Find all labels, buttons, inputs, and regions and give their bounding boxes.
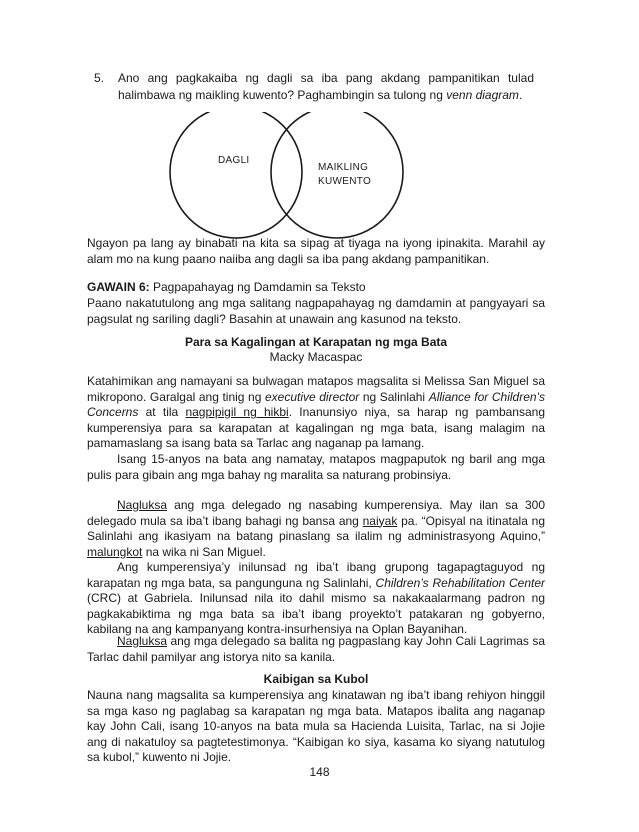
p3-underline-malungkot: malungkot (87, 544, 143, 559)
p1-text-e: at tila (138, 405, 186, 419)
p3-text-b: ang mga delegado ng nasabing kumperensiya. May ilan sa 300 delegado mula sa iba’t ibang bahagi ng bansa ang (87, 498, 545, 528)
question-text-italic: venn diagram (446, 88, 519, 102)
gawain-label: GAWAIN 6: (87, 280, 150, 294)
p1-text-c: ng Salinlahi (359, 389, 429, 404)
venn-circle-left (170, 112, 302, 238)
p5-text-b: ang mga delegado sa balita ng pagpaslang kay John Cali Lagrimas sa Tarlac dahil pamilyar ang istorya nito sa kanila. (87, 634, 545, 664)
p1-italic-executive-director: executive director (264, 389, 360, 404)
p1-underline-hikbi: nagpipigil ng hikbi (185, 405, 289, 419)
gawain-title: Pagpapahayag ng Damdamin sa Teksto (149, 280, 366, 294)
article-paragraph-3 (87, 498, 545, 560)
question-text-main: Ano ang pagkakaiba ng dagli sa iba pang akdang pampanitikan tulad halimbawa ng maikling kuwento? Paghambingin sa tulong ng (118, 71, 534, 102)
question-text-end: . (518, 88, 523, 102)
question-5 (94, 70, 534, 104)
venn-label-kuwento: KUWENTO (318, 176, 372, 187)
article-paragraph-1 (87, 374, 545, 452)
article-paragraph-5 (87, 634, 545, 665)
p4-text-c: (CRC) at Gabriela. Inilunsad nila ito dahil mismo sa nakakaalarmang padron ng pagkakabiktima ng mga bata sa iba’t ibang proyekto’t patakaran ng gobyerno, kabilang na ang kampanyang kontra-insurhensiya na Oplan Bayanihan. (87, 591, 545, 636)
gawain-heading (87, 280, 545, 296)
p3-text-d: pa. “Opisyal na itinatala ng Salinlahi ang ikasiyam na batang pinaslang sa ilalim ng administrasyong Aquino,” (87, 513, 545, 543)
article-author: Macky Macaspac (269, 350, 363, 364)
venn-circles (160, 112, 440, 242)
article-paragraph-4 (87, 560, 545, 638)
page-number: 148 (309, 765, 330, 779)
article-subheading: Kaibigan sa Kubol (263, 672, 369, 686)
article-title: Para sa Kagalingan at Karapatan ng mga Bata (184, 335, 448, 349)
venn-label-dagli: DAGLI (218, 155, 250, 166)
p4-text-a: Ang kumperensiya’y inilunsad ng iba’t ibang grupong tagapagtaguyod ng karapatan ng mga bata, sa pangunguna ng Salinlahi, (87, 560, 545, 590)
question-text (118, 70, 534, 104)
intro-paragraph: Ngayon pa lang ay binabati na kita sa sipag at tiyaga na iyong ipinakita. Marahil ay alam mo na kung paano naiiba ang dagli sa iba pang akdang pampanitikan. (87, 236, 545, 266)
p1-text-g: . Inanunsiyo niya, sa harap ng pambansang kumperensiya para sa karapatan at kagalingan ng mga bata, isang malagim na pamamaslang sa isang bata sa Tarlac ang naganap pa lamang. (87, 405, 545, 450)
venn-diagram (160, 112, 440, 242)
p1-italic-alliance: Alliance for Children’s Concerns (87, 389, 545, 419)
p3-text-f: na wika ni San Miguel. (142, 544, 266, 559)
p3-underline-naiyak: naiyak (362, 513, 398, 528)
question-number: 5. (94, 71, 105, 85)
p4-italic-crc: Children’s Rehabilitation Center (375, 575, 545, 590)
article-paragraph-6: Nauna nang magsalita sa kumperensiya ang kinatawan ng iba’t ibang rehiyon hinggil sa mga kaso ng paglabag sa karapatan ng mga bata. Matapos ibalita ang naganap kay John Cali, isang 10-anyos na bata mula sa Hacienda Luisita, Tarlac, na si Jojie ang di nakatuloy sa pagtetestimonya. “Kaibigan ko siya, kasama ko siyang natutulog sa kubol,” kuwento ni Jojie. (87, 688, 545, 764)
p3-underline-nagluksa: Nagluksa (117, 498, 168, 512)
p5-underline-nagluksa: Nagluksa (117, 634, 168, 648)
venn-label-maikling: MAIKLING (318, 162, 369, 173)
article-paragraph-2: Isang 15-anyos na bata ang namatay, matapos magpaputok ng baril ang mga pulis para gibain ang mga bahay ng maralita sa naturang probinsiya. (87, 452, 545, 482)
p1-text-a: Katahimikan ang namayani sa bulwagan matapos magsalita si Melissa San Miguel sa mikropono. Garalgal ang tinig ng (87, 374, 545, 404)
gawain-instructions: Paano nakatutulong ang mga salitang nagpapahayag ng damdamin at pangyayari sa pagsulat ng sariling dagli? Basahin at unawain ang kasunod na teksto. (87, 296, 545, 326)
